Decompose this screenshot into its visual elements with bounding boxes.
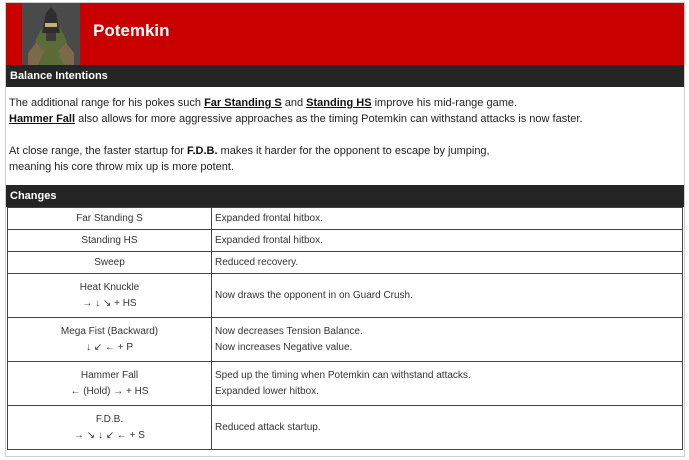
balance-intentions-header: Balance Intentions xyxy=(6,65,684,87)
change-cell xyxy=(212,362,683,406)
balance-paragraph-4: meaning his core throw mix up is more potent. xyxy=(9,161,234,173)
fdb-term: F.D.B. xyxy=(186,145,218,157)
move-name: Far Standing S xyxy=(76,212,143,224)
table-row xyxy=(8,208,683,230)
move-name: Sweep xyxy=(94,256,125,268)
patch-notes-panel xyxy=(5,2,685,457)
change-cell xyxy=(212,318,683,362)
change-cell xyxy=(212,274,683,318)
move-cell xyxy=(8,230,212,252)
changes-table xyxy=(7,207,683,450)
move-input: → ↘ ↓ ↙ ← + S xyxy=(74,429,145,441)
change-cell xyxy=(212,406,683,450)
table-row xyxy=(8,230,683,252)
move-cell xyxy=(8,318,212,362)
move-cell xyxy=(8,362,212,406)
move-cell xyxy=(8,208,212,230)
change-cell xyxy=(212,230,683,252)
move-name: Heat Knuckle xyxy=(79,281,140,293)
table-row xyxy=(8,252,683,274)
balance-paragraph-1: The additional range for his pokes such Far Standing S and Standing HS improve his mid-range game. xyxy=(9,97,518,109)
change-text: Expanded frontal hitbox. xyxy=(215,234,323,246)
change-text: Now decreases Tension Balance. xyxy=(215,325,363,337)
changes-header: Changes xyxy=(6,185,684,207)
far-standing-s-link[interactable]: Far Standing S xyxy=(204,97,282,109)
standing-hs-link[interactable]: Standing HS xyxy=(306,97,372,109)
move-input: ← (Hold) → + HS xyxy=(70,385,149,397)
change-text: Expanded lower hitbox. xyxy=(215,385,319,397)
change-text: Reduced attack startup. xyxy=(215,421,321,433)
character-portrait xyxy=(22,3,80,65)
character-header xyxy=(6,3,684,66)
move-name: Standing HS xyxy=(81,234,138,246)
change-cell xyxy=(212,252,683,274)
change-text: Now draws the opponent in on Guard Crush. xyxy=(215,289,413,301)
move-cell xyxy=(8,274,212,318)
move-name: F.D.B. xyxy=(95,413,124,425)
balance-paragraph-2: Hammer Fall also allows for more aggressive approaches as the timing Potemkin can withstand attacks is now faster. xyxy=(9,113,583,125)
balance-paragraph-3: At close range, the faster startup for F.D.B. makes it harder for the opponent to escape by jumping, xyxy=(9,145,490,157)
table-row xyxy=(8,406,683,450)
character-name: Potemkin xyxy=(93,21,170,40)
move-name: Hammer Fall xyxy=(80,369,139,381)
move-input: ↓ ↙ ← + P xyxy=(85,341,133,353)
table-row xyxy=(8,318,683,362)
move-input: → ↓ ↘ + HS xyxy=(82,297,137,309)
move-name: Mega Fist (Backward) xyxy=(60,325,159,337)
change-text: Now increases Negative value. xyxy=(215,341,353,353)
change-text: Expanded frontal hitbox. xyxy=(215,212,323,224)
change-text: Reduced recovery. xyxy=(215,256,299,268)
move-cell xyxy=(8,406,212,450)
table-row xyxy=(8,274,683,318)
move-cell xyxy=(8,252,212,274)
table-row xyxy=(8,362,683,406)
hammer-fall-link[interactable]: Hammer Fall xyxy=(9,113,76,125)
change-text: Sped up the timing when Potemkin can withstand attacks. xyxy=(215,369,471,381)
change-cell xyxy=(212,208,683,230)
